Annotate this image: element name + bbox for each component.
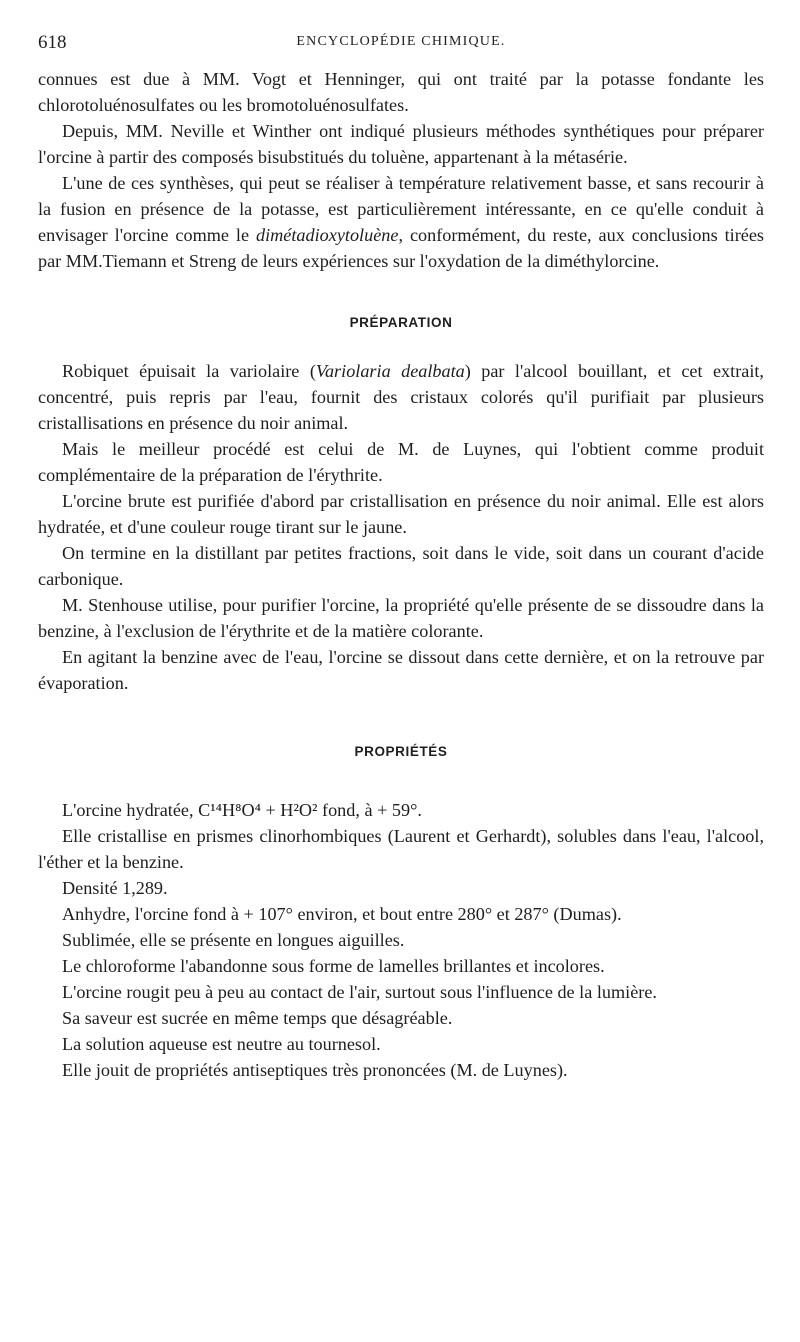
synthesis-text-after: , conformément, du reste, aux conclusions tirées par MM.Tiemann et Streng de leurs expériences sur l'oxydation de la diméthylorcine. — [38, 225, 765, 271]
paragraph-purification: L'orcine brute est purifiée d'abord par cristallisation en présence du noir animal. Elle est alors hydratée, et d'une couleur rouge tirant sur le jaune. — [38, 491, 764, 537]
section-heading-preparation: PRÉPARATION — [349, 315, 453, 330]
section-heading-properties: PROPRIÉTÉS — [354, 744, 448, 759]
paragraph-neville-winther: Depuis, MM. Neville et Winther ont indiqué plusieurs méthodes synthétiques pour préparer l'orcine à partir des composés bisubstitués du toluène, appartenant à la métasérie. — [38, 121, 764, 167]
paragraph-distillation: On termine en la distillant par petites fractions, soit dans le vide, soit dans un courant d'acide carbonique. — [38, 543, 764, 589]
property-air-light: L'orcine rougit peu à peu au contact de l'air, surtout sous l'influence de la lumière. — [62, 982, 657, 1002]
page-number: 618 — [38, 32, 67, 53]
property-hydrated: L'orcine hydratée, C¹⁴H⁸O⁴ + H²O² fond, à + 59°. — [62, 800, 422, 820]
paragraph-benzine: En agitant la benzine avec de l'eau, l'orcine se dissout dans cette dernière, et on la retrouve par évaporation. — [38, 647, 764, 693]
property-anhydrous: Anhydre, l'orcine fond à + 107° environ, et bout entre 280° et 287° (Dumas). — [62, 904, 622, 924]
page — [38, 28, 764, 1083]
property-chloroform: Le chloroforme l'abandonne sous forme de lamelles brillantes et incolores. — [62, 956, 605, 976]
robiquet-italic-species: Variolaria dealbata — [315, 361, 465, 381]
property-litmus: La solution aqueuse est neutre au tournesol. — [62, 1034, 381, 1054]
paragraph-de-luynes: Mais le meilleur procédé est celui de M. de Luynes, qui l'obtient comme produit complémentaire de la préparation de l'érythrite. — [38, 439, 764, 485]
property-antiseptic: Elle jouit de propriétés antiseptiques très prononcées (M. de Luynes). — [62, 1060, 568, 1080]
paragraph-synthesis — [38, 170, 764, 274]
paragraph-robiquet — [38, 358, 764, 436]
paragraph-continued: connues est due à MM. Vogt et Henninger, qui ont traité par la potasse fondante les chlorotoluénosulfates ou les bromotoluénosulfates. — [38, 69, 764, 115]
robiquet-text-before: Robiquet épuisait la variolaire ( — [62, 361, 316, 381]
robiquet-text-after: ) par l'alcool bouillant, et cet extrait, concentré, puis repris par l'eau, fournit des cristaux colorés qu'il purifiait par plusieurs cristallisations en présence du noir animal. — [38, 361, 764, 433]
synthesis-italic-term: dimétadioxytoluène — [256, 225, 399, 245]
paragraph-stenhouse: M. Stenhouse utilise, pour purifier l'orcine, la propriété qu'elle présente de se dissoudre dans la benzine, à l'exclusion de l'érythrite et de la matière colorante. — [38, 595, 764, 641]
synthesis-text-before: L'une de ces synthèses, qui peut se réaliser à température relativement basse, et sans recourir à la fusion en présence de la potasse, est particulièrement intéressante, en ce qu'elle conduit à envisager l'orcine comme le — [38, 173, 764, 245]
preparation-section — [38, 358, 764, 696]
running-title: ENCYCLOPÉDIE CHIMIQUE. — [296, 34, 506, 49]
page-header — [38, 28, 764, 62]
property-crystallization: Elle cristallise en prismes clinorhombiques (Laurent et Gerhardt), solubles dans l'eau, l'alcool, l'éther et la benzine. — [38, 826, 764, 872]
intro-section — [38, 66, 764, 274]
property-sublimed: Sublimée, elle se présente en longues aiguilles. — [62, 930, 405, 950]
property-density: Densité 1,289. — [62, 878, 168, 898]
property-taste: Sa saveur est sucrée en même temps que désagréable. — [62, 1008, 453, 1028]
properties-section — [38, 797, 764, 1083]
